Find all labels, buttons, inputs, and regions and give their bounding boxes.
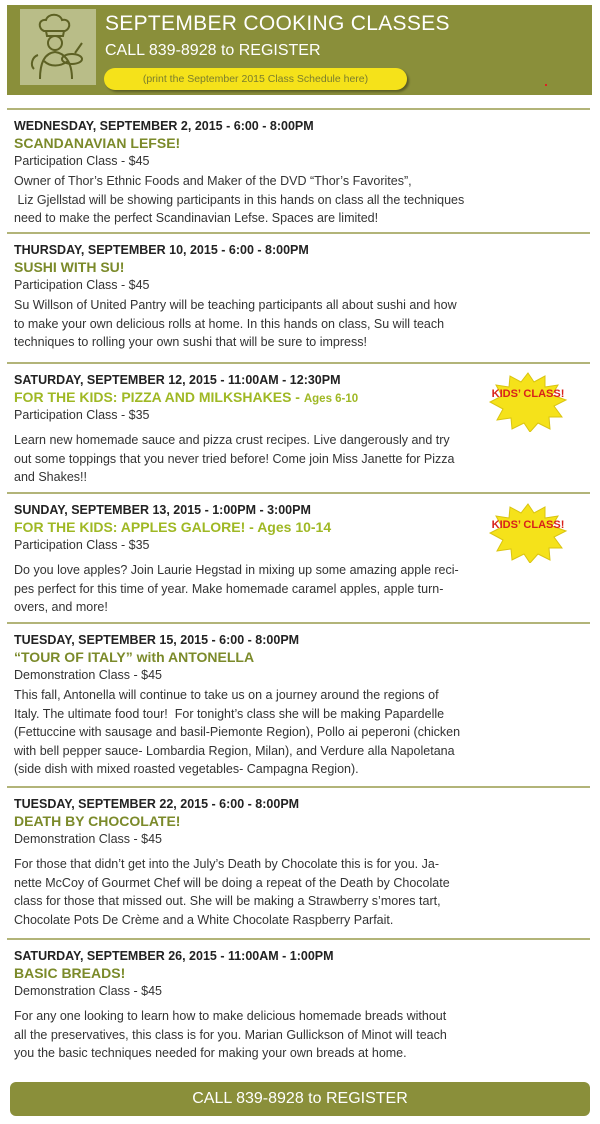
divider — [7, 492, 590, 494]
class-description — [14, 431, 584, 487]
class-title: SCANDANAVIAN LEFSE! — [14, 135, 181, 151]
class-description — [14, 296, 584, 352]
description-line: all the preservatives, this class is for you. Marian Gullickson of Minot will teach — [14, 1027, 447, 1042]
decorative-dot — [545, 84, 547, 86]
class-date: SATURDAY, SEPTEMBER 12, 2015 - 11:00AM - 12:30PM — [14, 373, 341, 387]
badge-text: KIDS’ CLASS! — [491, 519, 565, 531]
header-banner — [7, 5, 592, 95]
class-type: Demonstration Class - $45 — [14, 984, 162, 998]
class-title: “TOUR OF ITALY” with ANTONELLA — [14, 649, 255, 665]
description-line: need to make the perfect Scandinavian Lefse. Spaces are limited! — [14, 211, 379, 225]
description-line: (side dish with mixed roasted vegetables- Campagna Region). — [14, 762, 359, 776]
class-ages: Ages 6-10 — [303, 393, 359, 405]
class-title-text: FOR THE KIDS: PIZZA AND MILKSHAKES - — [14, 389, 304, 405]
kids-class-badge — [488, 503, 568, 563]
description-line: overs, and more! — [14, 600, 108, 614]
description-line: to make your own delicious rolls at home. In this hands on class, Su will teach — [14, 316, 445, 331]
description-line: pes perfect for this time of year. Make homemade caramel apples, apple turn- — [14, 581, 444, 596]
class-type: Participation Class - $45 — [14, 278, 150, 292]
class-type: Participation Class - $35 — [14, 538, 150, 552]
description-line: Italy. The ultimate food tour! For tonight’s class she will be making Papardelle — [14, 706, 445, 721]
class-description — [14, 1007, 584, 1063]
class-title: SUSHI WITH SU! — [14, 259, 125, 275]
class-type: Demonstration Class - $45 — [14, 668, 162, 682]
class-description — [14, 686, 584, 779]
class-date: TUESDAY, SEPTEMBER 15, 2015 - 6:00 - 8:00PM — [14, 633, 300, 647]
register-phone: CALL 839-8928 to REGISTER — [105, 42, 321, 59]
chef-logo-icon — [20, 9, 96, 85]
description-line: out some toppings that you never tried before! Come join Miss Janette for Pizza — [14, 451, 455, 466]
starburst-icon — [488, 372, 568, 432]
register-footer-button[interactable]: CALL 839-8928 to REGISTER — [10, 1082, 590, 1116]
divider — [7, 232, 590, 234]
divider — [7, 622, 590, 624]
class-date: SATURDAY, SEPTEMBER 26, 2015 - 11:00AM - 1:00PM — [14, 949, 334, 963]
class-date: TUESDAY, SEPTEMBER 22, 2015 - 6:00 - 8:00PM — [14, 797, 300, 811]
description-line: Do you love apples? Join Laurie Hegstad in mixing up some amazing apple reci- — [14, 563, 459, 577]
class-type: Participation Class - $45 — [14, 154, 150, 168]
description-line: nette McCoy of Gourmet Chef will be doing a repeat of the Death by Chocolate — [14, 875, 450, 890]
description-line: Liz Gjellstad will be showing participants in this hands on class all the techniques — [14, 192, 465, 207]
description-line: Chocolate Pots De Crème and a White Chocolate Raspberry Parfait. — [14, 912, 394, 927]
class-description — [14, 172, 584, 228]
divider — [7, 786, 590, 788]
class-date: SUNDAY, SEPTEMBER 13, 2015 - 1:00PM - 3:00PM — [14, 503, 311, 517]
description-line: For any one looking to learn how to make delicious homemade breads without — [14, 1009, 447, 1023]
class-type: Demonstration Class - $45 — [14, 832, 162, 846]
description-line: (Fettuccine with sausage and basil-Piemonte Region), Pollo ai peperoni (chicken — [14, 725, 461, 739]
description-line: This fall, Antonella will continue to take us on a journey around the regions of — [14, 688, 439, 702]
class-title: BASIC BREADS! — [14, 965, 126, 981]
page-title: SEPTEMBER COOKING CLASSES — [105, 12, 450, 35]
description-line: Learn new homemade sauce and pizza crust recipes. Live dangerously and try — [14, 433, 450, 447]
class-title: DEATH BY CHOCOLATE! — [14, 813, 181, 829]
class-date: WEDNESDAY, SEPTEMBER 2, 2015 - 6:00 - 8:00PM — [14, 119, 314, 133]
class-type: Participation Class - $35 — [14, 408, 150, 422]
divider — [7, 362, 590, 364]
class-date: THURSDAY, SEPTEMBER 10, 2015 - 6:00 - 8:00PM — [14, 243, 309, 257]
description-line: with bell pepper sauce- Lombardia Region, Milan), and Verdure alla Napoletana — [14, 743, 455, 758]
description-line: Owner of Thor’s Ethnic Foods and Maker of the DVD “Thor’s Favorites”, — [14, 174, 412, 188]
starburst-icon — [488, 503, 568, 563]
print-schedule-link[interactable]: (print the September 2015 Class Schedule here) — [104, 68, 407, 90]
class-title: FOR THE KIDS: APPLES GALORE! - Ages 10-14 — [14, 519, 332, 535]
class-title — [14, 389, 358, 405]
class-description — [14, 855, 584, 929]
description-line: and Shakes!! — [14, 470, 87, 484]
divider — [7, 938, 590, 940]
kids-class-badge — [488, 372, 568, 432]
badge-text: KIDS’ CLASS! — [491, 388, 565, 400]
description-line: techniques to rolling your own sushi that will be sure to impress! — [14, 335, 367, 349]
description-line: class for those that missed out. She will be making a Strawberry s’mores tart, — [14, 894, 441, 908]
description-line: Su Willson of United Pantry will be teaching participants all about sushi and how — [14, 298, 457, 312]
description-line: you the basic techniques needed for making your own breads at home. — [14, 1046, 407, 1060]
class-description — [14, 561, 584, 617]
divider — [7, 108, 590, 110]
description-line: For those that didn’t get into the July’s Death by Chocolate this is for you. Ja- — [14, 857, 439, 871]
